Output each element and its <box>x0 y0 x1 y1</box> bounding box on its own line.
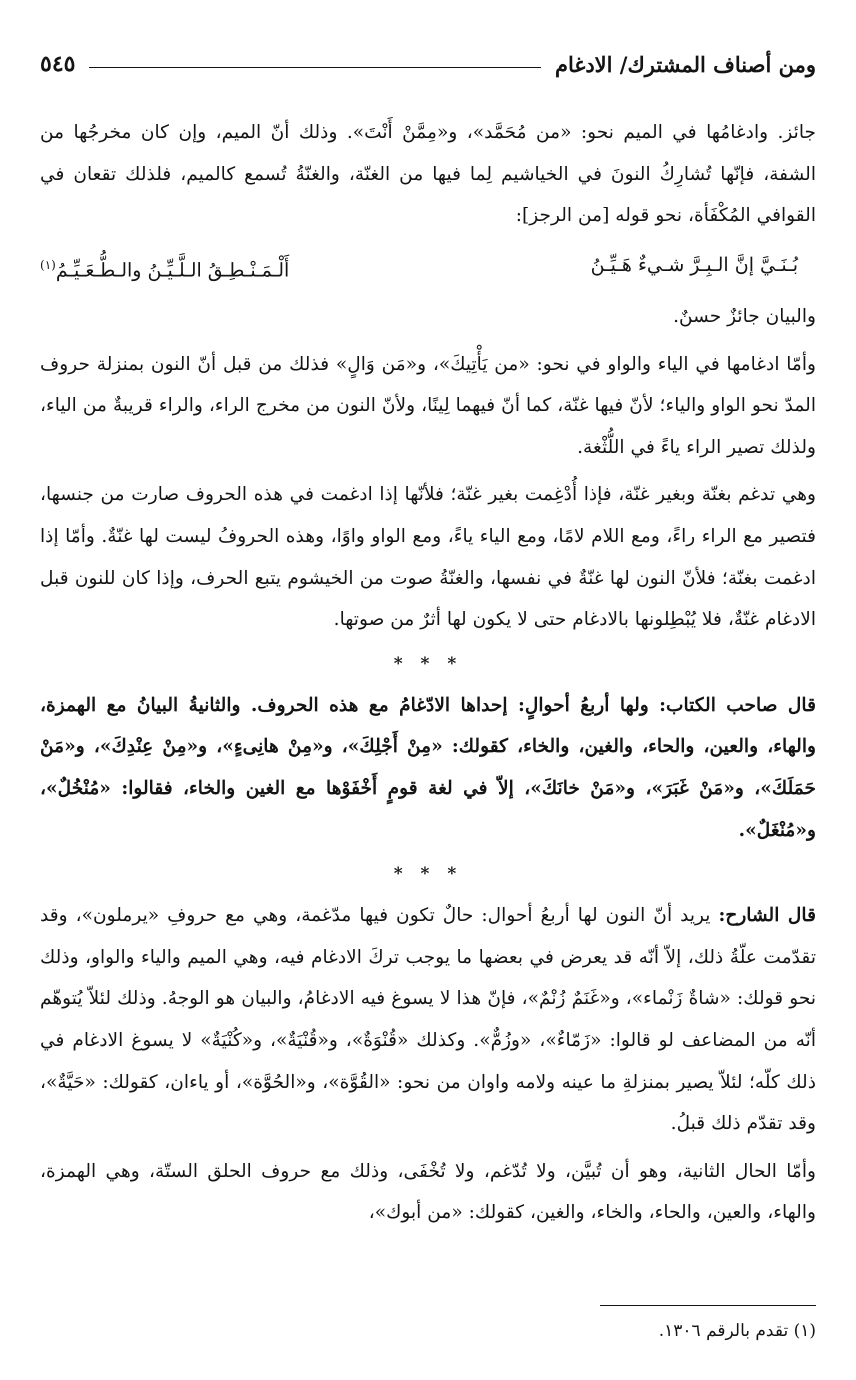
paragraph-commentary <box>40 895 816 1145</box>
commentary-lead: قال الشارح: <box>718 905 816 927</box>
page-header <box>40 44 816 84</box>
running-title: ومن أصناف المشترك/ الادغام <box>554 51 816 77</box>
footnote-marker: (١) <box>40 257 56 272</box>
verse-second-hemistich <box>40 243 289 292</box>
body-text <box>40 112 816 1240</box>
section-divider-2: * * * <box>393 864 463 885</box>
verse-line <box>40 243 816 292</box>
footnote-rule <box>600 1305 816 1306</box>
commentary-text: يريد أنّ النون لها أربعُ أحوال: حالٌ تكون فيها مدّغمة، وهي مع حروفِ «يرملون»، وقد تقدّمت علّةُ ذلك، إلاّ أنّه قد يعرض في بعضها ما يوجب تركَ الادغام فيه، وهي الميم والياء والواو، وذلك نحو قولك: «شاةٌ زَنْماء»، و«غَنَمٌ زُنْمٌ»، فإنّ هذا لا يسوغ فيه الادغامُ، والبيان هو الوجهُ. وذلك لئلاّ يُتوهّم أنّه من المضاعف لو قالوا: «زَمّاءٌ»، «وزُمٌّ». وكذلك «قُنْوَةٌ»، و«قُنْيَةٌ»، و«كُنْيَةٌ» لا يسوغ الادغام في ذلك كلّه؛ لئلاّ يصير بمنزلةِ ما عينه ولامه واوان من نحو: «القُوَّة»، و«الحُوَّة»، أو ياءان، كقولك: «حَيَّةٌ»، وقد تقدّم ذلك قبلُ. <box>40 905 816 1135</box>
section-divider-1: * * * <box>393 653 463 674</box>
page-number: ٥٤٥ <box>40 51 76 77</box>
header-rule <box>89 67 541 68</box>
paragraph-4: وهي تدغم بغنّة وبغير غنّة، فإذا أُدْغِمت بغير غنّة؛ فلأنّها إذا ادغمت في هذه الحروف صارت من جنسها، فتصير مع الراء راءً، ومع اللام لامًا، ومع الياء ياءً، ومع الواو واوًا، وهذه الحروفُ ليست لها غنّةٌ. وأمّا إذا ادغمت بغنّة؛ فلأنّ النون لها غنّةٌ في نفسها، والغنّةُ صوت من الخيشوم يتبع الحرف، وإذا كان للنون قبل الادغام غنّةٌ، فلا يُبْطِلونها بالادغام حتى لا يكون لها أثرٌ من صوتها. <box>40 484 816 631</box>
footnote: (١) تقدم بالرقم ١٣٠٦. <box>658 1321 816 1341</box>
paragraph-author-quote: قال صاحب الكتاب: ولها أربعُ أحوالٍ: إحداها الادّغامُ مع هذه الحروف. والثانيةُ البيانُ مع الهمزة، والهاء، والعين، والحاء، والغين، والخاء، كقولك: «مِنْ أَجْلِكَ»، و«مِنْ هانِىءٍ»، و«مِنْ عِنْدِكَ»، و«مَنْ حَمَلَكَ»، و«مَنْ غَبَرَ»، و«مَنْ خانَكَ»، إلاّ في لغة قومٍ أَخْفَوْها مع الغين والخاء، فقالوا: «مُنْخُلٌ»، و«مُنْغَلٌ». <box>40 694 816 841</box>
paragraph-3: وأمّا ادغامها في الياء والواو في نحو: «من يَأْتِيكَ»، و«مَن وَالٍ» فذلك من قبل أنّ النون بمنزلة حروف المدّ نحو الواو والياء؛ لأنّ فيها غنّة، كما أنّ فيهما لِينًا، ولأنّ النون من مخرج الراء، والراء قريبةٌ من الياء، ولذلك تصير الراء ياءً في اللُّثْغة. <box>40 353 816 458</box>
paragraph-1: جائز. وادغامُها في الميم نحو: «من مُحَمَّد»، و«مِمَّنْ أَنْتَ». وذلك أنّ الميم، وإن كان مخرجُها من الشفة، فإنّها تُشارِكُ النونَ في الخياشيم لِما فيها من الغنّة، والغنّةُ تُسمع كالميم، فلذلك تقعان في القوافي المُكْفَأة، نحو قوله [من الرجز]: <box>40 122 816 227</box>
verse-second-text: أَلْـمَـنْـطِـقُ الـلَّـيِّـنُ والـطُّـعَـيِّـمُ <box>55 259 290 282</box>
verse-first-hemistich: بُـنَـيَّ إنَّ الـبِـرَّ شـيءٌ هَـيِّـنُ <box>590 253 798 276</box>
paragraph-2: والبيان جائزٌ حسنٌ. <box>673 306 816 328</box>
paragraph-7: وأمّا الحال الثانية، وهو أن تُبيَّن، ولا تُدّغم، ولا تُخْفَى، وذلك مع حروف الحلق الستّة، وهي الهمزة، والهاء، والعين، والحاء، والخاء، والغين، كقولك: «من أبوك»، <box>40 1160 816 1224</box>
